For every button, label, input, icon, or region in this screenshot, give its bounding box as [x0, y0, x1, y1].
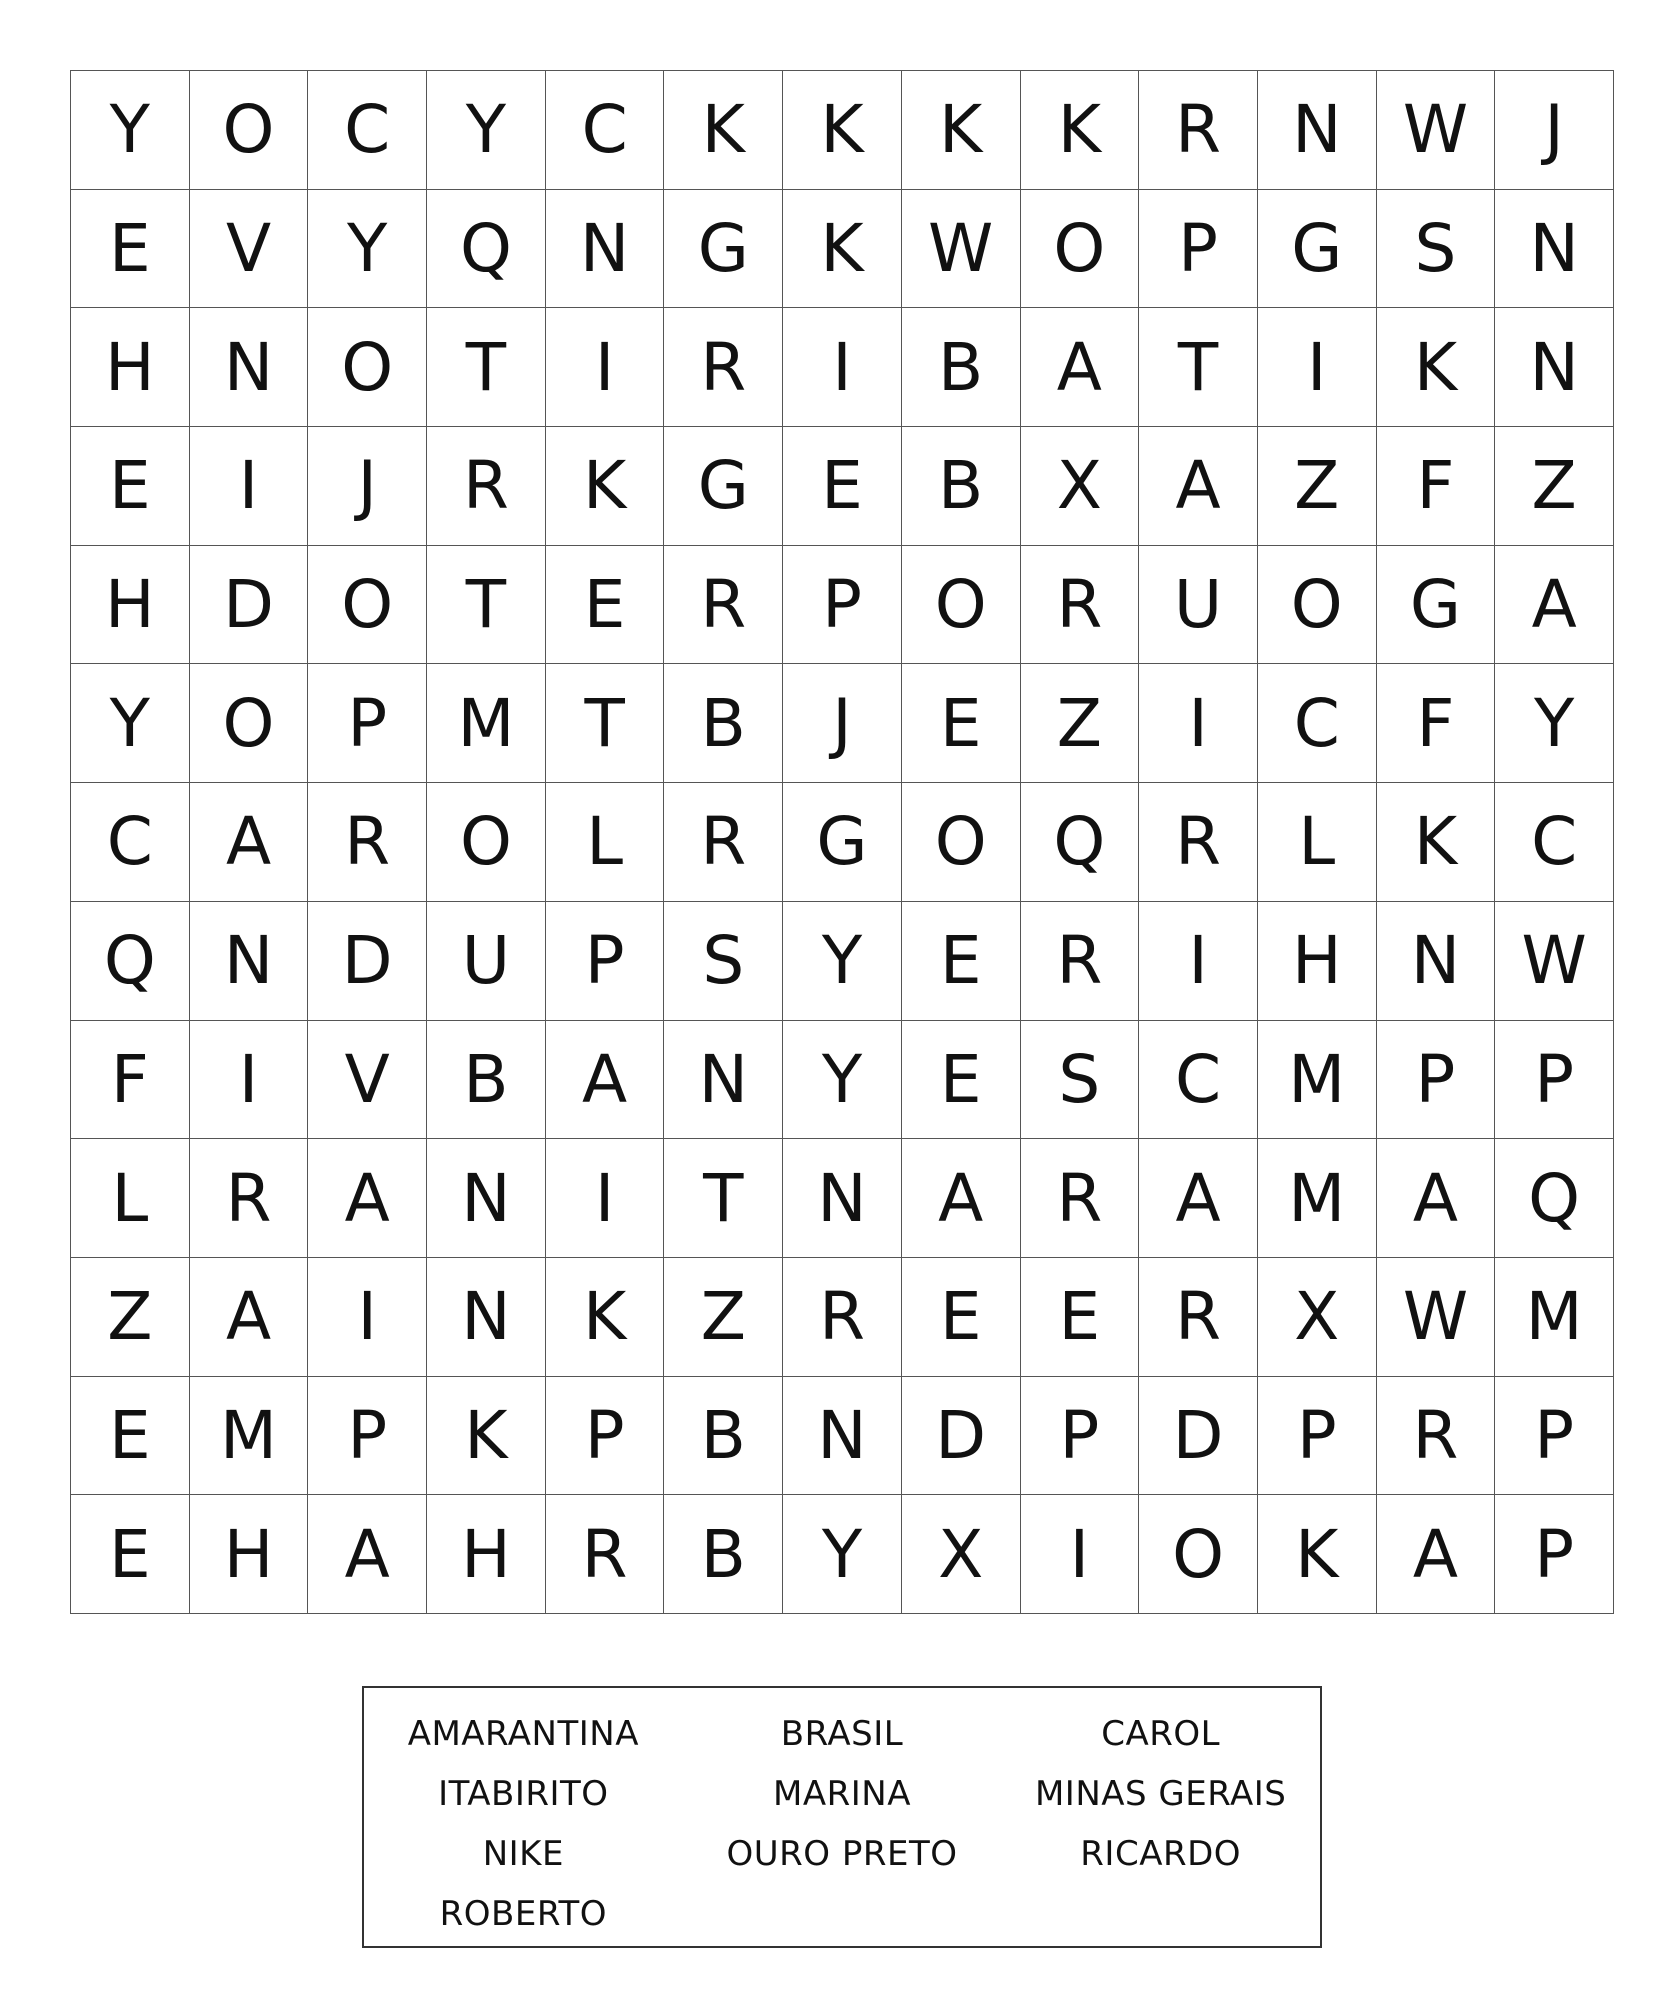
grid-cell[interactable]: A	[1377, 1495, 1496, 1614]
grid-cell[interactable]: I	[1139, 664, 1258, 783]
word-list-item: ROBERTO	[439, 1894, 608, 1934]
grid-cell[interactable]: C	[1258, 664, 1377, 783]
grid-cell[interactable]: P	[1021, 1377, 1140, 1496]
grid-cell[interactable]: R	[1139, 71, 1258, 190]
letter-grid	[70, 70, 1614, 1614]
grid-cell[interactable]: F	[71, 1021, 190, 1140]
grid-cell[interactable]: M	[190, 1377, 309, 1496]
grid-cell[interactable]: A	[308, 1139, 427, 1258]
word-list-item: CAROL	[1101, 1714, 1221, 1754]
grid-cell[interactable]: Q	[427, 190, 546, 309]
grid-cell[interactable]: E	[902, 664, 1021, 783]
grid-cell[interactable]: F	[1377, 427, 1496, 546]
grid-cell[interactable]: R	[427, 427, 546, 546]
grid-cell[interactable]: Q	[1021, 783, 1140, 902]
grid-cell[interactable]: Y	[71, 71, 190, 190]
grid-cell[interactable]: K	[546, 1258, 665, 1377]
grid-cell[interactable]: R	[664, 308, 783, 427]
grid-cell[interactable]: P	[1139, 190, 1258, 309]
grid-cell[interactable]: O	[308, 308, 427, 427]
grid-cell[interactable]: Q	[1495, 1139, 1614, 1258]
grid-cell[interactable]: E	[902, 1021, 1021, 1140]
grid-cell[interactable]: P	[1495, 1495, 1614, 1614]
grid-cell[interactable]: Z	[1258, 427, 1377, 546]
grid-cell[interactable]: M	[1495, 1258, 1614, 1377]
grid-cell[interactable]: R	[546, 1495, 665, 1614]
grid-cell[interactable]: A	[190, 1258, 309, 1377]
grid-cell[interactable]: L	[1258, 783, 1377, 902]
grid-cell[interactable]: P	[783, 546, 902, 665]
grid-cell[interactable]: D	[1139, 1377, 1258, 1496]
grid-cell[interactable]: I	[1021, 1495, 1140, 1614]
grid-cell[interactable]: R	[308, 783, 427, 902]
grid-cell[interactable]: P	[1258, 1377, 1377, 1496]
grid-cell[interactable]: R	[1021, 902, 1140, 1021]
grid-cell[interactable]: E	[71, 190, 190, 309]
grid-cell[interactable]: D	[190, 546, 309, 665]
grid-cell[interactable]: K	[902, 71, 1021, 190]
grid-cell[interactable]: K	[783, 71, 902, 190]
grid-cell[interactable]: R	[664, 546, 783, 665]
grid-cell[interactable]: N	[190, 308, 309, 427]
grid-cell[interactable]: J	[308, 427, 427, 546]
grid-cell[interactable]: I	[546, 1139, 665, 1258]
grid-cell[interactable]: Z	[664, 1258, 783, 1377]
grid-cell[interactable]: A	[1495, 546, 1614, 665]
grid-cell[interactable]: P	[1377, 1021, 1496, 1140]
grid-cell[interactable]: G	[783, 783, 902, 902]
grid-cell[interactable]: O	[902, 783, 1021, 902]
grid-cell[interactable]: N	[1258, 71, 1377, 190]
grid-cell[interactable]: L	[546, 783, 665, 902]
grid-cell[interactable]: R	[1021, 546, 1140, 665]
grid-cell[interactable]: U	[1139, 546, 1258, 665]
grid-cell[interactable]: O	[427, 783, 546, 902]
word-list-item: NIKE	[482, 1834, 564, 1874]
grid-cell[interactable]: A	[308, 1495, 427, 1614]
grid-cell[interactable]: R	[190, 1139, 309, 1258]
grid-cell[interactable]: A	[1021, 308, 1140, 427]
grid-cell[interactable]: K	[546, 427, 665, 546]
grid-cell[interactable]: G	[1258, 190, 1377, 309]
grid-cell[interactable]: K	[1258, 1495, 1377, 1614]
grid-cell[interactable]: K	[427, 1377, 546, 1496]
grid-cell[interactable]: A	[902, 1139, 1021, 1258]
grid-cell[interactable]: W	[1495, 902, 1614, 1021]
grid-cell[interactable]: B	[664, 664, 783, 783]
word-list-item: ITABIRITO	[438, 1774, 609, 1814]
grid-cell[interactable]: E	[902, 902, 1021, 1021]
grid-cell[interactable]: A	[1377, 1139, 1496, 1258]
grid-cell[interactable]: S	[1377, 190, 1496, 309]
grid-cell[interactable]: G	[1377, 546, 1496, 665]
grid-cell[interactable]: H	[427, 1495, 546, 1614]
grid-cell[interactable]: E	[783, 427, 902, 546]
grid-cell[interactable]: Y	[783, 902, 902, 1021]
grid-cell[interactable]: M	[1258, 1139, 1377, 1258]
grid-cell[interactable]: W	[1377, 71, 1496, 190]
grid-cell[interactable]: Q	[71, 902, 190, 1021]
grid-cell[interactable]: R	[1139, 783, 1258, 902]
grid-cell[interactable]: B	[664, 1377, 783, 1496]
grid-cell[interactable]: A	[1139, 427, 1258, 546]
grid-cell[interactable]: N	[190, 902, 309, 1021]
grid-cell[interactable]: P	[308, 1377, 427, 1496]
grid-cell[interactable]: N	[1377, 902, 1496, 1021]
grid-cell[interactable]: C	[546, 71, 665, 190]
grid-cell[interactable]: G	[664, 427, 783, 546]
grid-cell[interactable]: I	[308, 1258, 427, 1377]
grid-cell[interactable]: H	[71, 546, 190, 665]
grid-cell[interactable]: E	[71, 1495, 190, 1614]
grid-cell[interactable]: N	[783, 1139, 902, 1258]
grid-cell[interactable]: E	[1021, 1258, 1140, 1377]
grid-cell[interactable]: A	[1139, 1139, 1258, 1258]
grid-cell[interactable]: R	[1021, 1139, 1140, 1258]
grid-cell[interactable]: I	[783, 308, 902, 427]
word-list-item: OURO PRETO	[726, 1834, 958, 1874]
grid-cell[interactable]: N	[1495, 190, 1614, 309]
grid-cell[interactable]: Y	[783, 1495, 902, 1614]
grid-cell[interactable]: T	[664, 1139, 783, 1258]
grid-cell[interactable]: E	[71, 427, 190, 546]
grid-cell[interactable]: H	[190, 1495, 309, 1614]
grid-cell[interactable]: O	[902, 546, 1021, 665]
grid-cell[interactable]: O	[1258, 546, 1377, 665]
grid-cell[interactable]: W	[1377, 1258, 1496, 1377]
grid-cell[interactable]: N	[546, 190, 665, 309]
grid-cell[interactable]: K	[1377, 783, 1496, 902]
grid-cell[interactable]: Z	[1495, 427, 1614, 546]
word-list-item: BRASIL	[780, 1714, 904, 1754]
grid-cell[interactable]: J	[1495, 71, 1614, 190]
word-list-item: RICARDO	[1080, 1834, 1242, 1874]
grid-cell[interactable]: B	[664, 1495, 783, 1614]
grid-cell[interactable]: V	[308, 1021, 427, 1140]
grid-cell[interactable]: D	[308, 902, 427, 1021]
grid-cell[interactable]: P	[1495, 1021, 1614, 1140]
grid-cell[interactable]: T	[546, 664, 665, 783]
grid-cell[interactable]: I	[1139, 902, 1258, 1021]
grid-cell[interactable]: N	[783, 1377, 902, 1496]
grid-cell[interactable]: O	[190, 71, 309, 190]
grid-cell[interactable]: C	[1495, 783, 1614, 902]
grid-cell[interactable]: O	[1139, 1495, 1258, 1614]
grid-cell[interactable]: Z	[71, 1258, 190, 1377]
grid-cell[interactable]: L	[71, 1139, 190, 1258]
grid-cell[interactable]: T	[1139, 308, 1258, 427]
grid-cell[interactable]: T	[427, 308, 546, 427]
grid-cell[interactable]: T	[427, 546, 546, 665]
grid-cell[interactable]: E	[902, 1258, 1021, 1377]
grid-cell[interactable]: E	[71, 1377, 190, 1496]
grid-cell[interactable]: B	[427, 1021, 546, 1140]
grid-cell[interactable]: X	[1258, 1258, 1377, 1377]
grid-cell[interactable]: Y	[1495, 664, 1614, 783]
grid-cell[interactable]: M	[427, 664, 546, 783]
grid-cell[interactable]: S	[664, 902, 783, 1021]
grid-cell[interactable]: Y	[71, 664, 190, 783]
grid-cell[interactable]: Y	[308, 190, 427, 309]
word-list-item: MINAS GERAIS	[1034, 1774, 1287, 1814]
grid-cell[interactable]: P	[1495, 1377, 1614, 1496]
grid-cell[interactable]: I	[546, 308, 665, 427]
grid-cell[interactable]: D	[902, 1377, 1021, 1496]
grid-cell[interactable]: K	[1021, 71, 1140, 190]
grid-cell[interactable]: B	[902, 427, 1021, 546]
grid-cell[interactable]: C	[71, 783, 190, 902]
grid-cell[interactable]: Y	[783, 1021, 902, 1140]
grid-cell[interactable]: W	[902, 190, 1021, 309]
grid-cell[interactable]: P	[546, 902, 665, 1021]
grid-cell[interactable]: E	[546, 546, 665, 665]
grid-cell[interactable]: P	[308, 664, 427, 783]
grid-cell[interactable]: V	[190, 190, 309, 309]
grid-cell[interactable]: R	[1377, 1377, 1496, 1496]
word-list-item: AMARANTINA	[407, 1714, 639, 1754]
grid-cell[interactable]: A	[546, 1021, 665, 1140]
grid-cell[interactable]: O	[308, 546, 427, 665]
grid-cell[interactable]: K	[664, 71, 783, 190]
grid-cell[interactable]: X	[1021, 427, 1140, 546]
grid-cell[interactable]: I	[190, 427, 309, 546]
grid-cell[interactable]: B	[902, 308, 1021, 427]
grid-cell[interactable]: U	[427, 902, 546, 1021]
grid-cell[interactable]: R	[1139, 1258, 1258, 1377]
grid-cell[interactable]: F	[1377, 664, 1496, 783]
grid-cell[interactable]: X	[902, 1495, 1021, 1614]
grid-cell[interactable]: C	[308, 71, 427, 190]
grid-cell[interactable]: N	[1495, 308, 1614, 427]
grid-cell[interactable]: I	[190, 1021, 309, 1140]
grid-cell[interactable]: N	[427, 1258, 546, 1377]
grid-cell[interactable]: K	[783, 190, 902, 309]
grid-cell[interactable]: M	[1258, 1021, 1377, 1140]
grid-cell[interactable]: R	[664, 783, 783, 902]
grid-cell[interactable]: P	[546, 1377, 665, 1496]
word-list	[362, 1686, 1322, 1948]
grid-cell[interactable]: H	[1258, 902, 1377, 1021]
grid-cell[interactable]: I	[1258, 308, 1377, 427]
grid-cell[interactable]: Z	[1021, 664, 1140, 783]
grid-cell[interactable]: S	[1021, 1021, 1140, 1140]
grid-cell[interactable]: N	[427, 1139, 546, 1258]
grid-cell[interactable]: C	[1139, 1021, 1258, 1140]
grid-cell[interactable]: G	[664, 190, 783, 309]
grid-cell[interactable]: O	[190, 664, 309, 783]
grid-cell[interactable]: K	[1377, 308, 1496, 427]
grid-cell[interactable]: J	[783, 664, 902, 783]
grid-cell[interactable]: R	[783, 1258, 902, 1377]
grid-cell[interactable]: O	[1021, 190, 1140, 309]
grid-cell[interactable]: A	[190, 783, 309, 902]
grid-cell[interactable]: H	[71, 308, 190, 427]
grid-cell[interactable]: N	[664, 1021, 783, 1140]
word-list-item: MARINA	[773, 1774, 911, 1814]
grid-cell[interactable]: Y	[427, 71, 546, 190]
